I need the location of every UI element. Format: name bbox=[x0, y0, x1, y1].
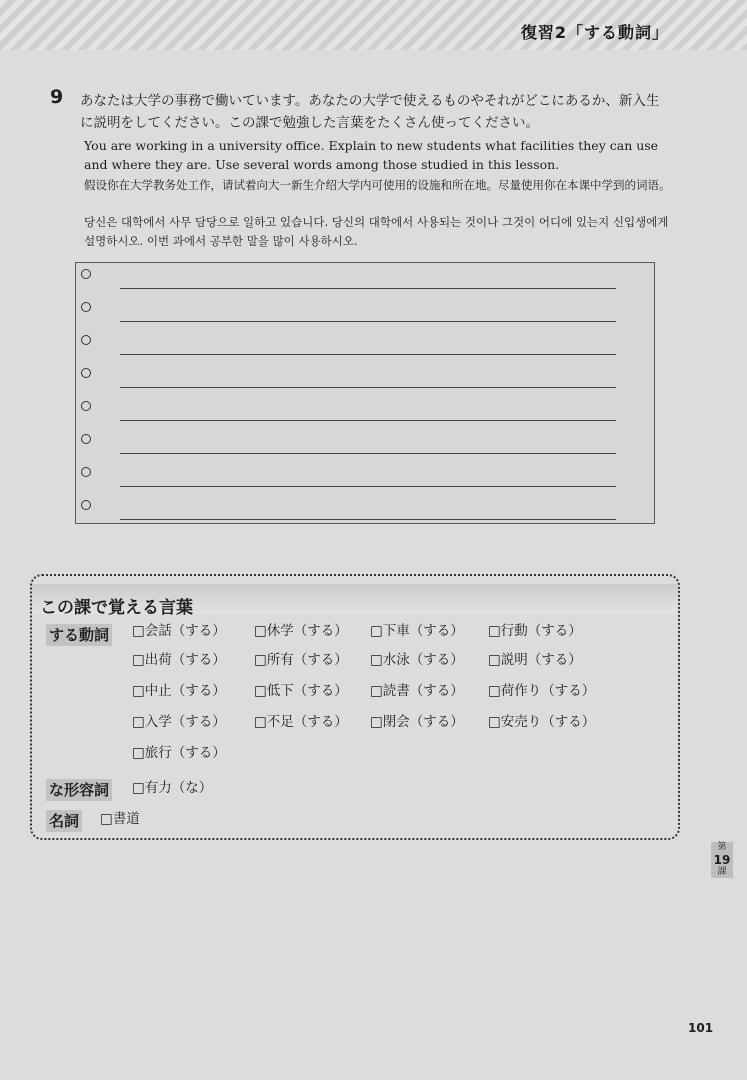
vocab-word: □荷作り（する） bbox=[488, 683, 596, 699]
writing-line bbox=[120, 486, 616, 487]
suru-verb-label: する動詞 bbox=[46, 624, 112, 646]
vocab-word: □低下（する） bbox=[254, 683, 348, 699]
vocab-word: □会話（する） bbox=[132, 623, 226, 639]
writing-row[interactable] bbox=[76, 432, 654, 452]
bullet-circle-icon bbox=[81, 401, 91, 411]
vocab-word: □休学（する） bbox=[254, 623, 348, 639]
writing-row[interactable] bbox=[76, 333, 654, 353]
na-adjective-label: な形容詞 bbox=[46, 779, 112, 801]
vocab-word: □行動（する） bbox=[488, 623, 582, 639]
bullet-circle-icon bbox=[81, 368, 91, 378]
chapter-tab-bottom: 課 bbox=[717, 867, 727, 877]
question-korean: 당신은 대학에서 사무 담당으로 일하고 있습니다. 당신의 대학에서 사용되는 것이나 그것이 어디에 있는지 신입생에게 설명하시오. 이번 과에서 공부한 말을 많이 사용하시오. bbox=[84, 215, 669, 248]
question-chinese: 假设你在大学教务处工作，请试着向大一新生介绍大学内可使用的设施和所在地。尽量使用你在本课中学到的词语。 bbox=[84, 178, 671, 192]
writing-row[interactable] bbox=[76, 300, 654, 320]
vocab-word: □入学（する） bbox=[132, 714, 226, 730]
chapter-tab bbox=[711, 842, 733, 878]
vocab-word: □中止（する） bbox=[132, 683, 226, 699]
chapter-tab-top: 第 bbox=[717, 842, 727, 852]
question-english: You are working in a university office. Explain to new students what facilities they can use and where they are. Use several words among those studied in this lesson. bbox=[84, 138, 659, 172]
vocab-word: □説明（する） bbox=[488, 652, 582, 668]
bullet-circle-icon bbox=[81, 269, 91, 279]
bullet-circle-icon bbox=[81, 434, 91, 444]
writing-line bbox=[120, 519, 616, 520]
writing-line bbox=[120, 453, 616, 454]
writing-line bbox=[120, 321, 616, 322]
page-number: 101 bbox=[688, 1021, 714, 1035]
vocab-word: □所有（する） bbox=[254, 652, 348, 668]
vocab-word: □不足（する） bbox=[254, 714, 348, 730]
vocabulary-title: この課で覚える言葉 bbox=[40, 598, 193, 618]
writing-line bbox=[120, 288, 616, 289]
bullet-circle-icon bbox=[81, 467, 91, 477]
writing-row[interactable] bbox=[76, 498, 654, 518]
noun-label: 名詞 bbox=[46, 810, 82, 832]
writing-line bbox=[120, 354, 616, 355]
writing-row[interactable] bbox=[76, 399, 654, 419]
vocab-word: □出荷（する） bbox=[132, 652, 226, 668]
bullet-circle-icon bbox=[81, 302, 91, 312]
vocab-word: □旅行（する） bbox=[132, 745, 226, 761]
writing-row[interactable] bbox=[76, 366, 654, 386]
writing-line bbox=[120, 387, 616, 388]
answer-writing-box bbox=[75, 262, 655, 524]
vocab-word: □下車（する） bbox=[370, 623, 464, 639]
section-title: 復習2「する動詞」 bbox=[520, 23, 669, 42]
vocab-word: □閉会（する） bbox=[370, 714, 464, 730]
vocab-word: □水泳（する） bbox=[370, 652, 464, 668]
vocab-word: □安売り（する） bbox=[488, 714, 596, 730]
writing-row[interactable] bbox=[76, 267, 654, 287]
question-japanese: あなたは大学の事務で働いています。あなたの大学で使えるものやそれがどこにあるか、新入生に説明をしてください。この課で勉強した言葉をたくさん使ってください。 bbox=[80, 93, 660, 131]
bullet-circle-icon bbox=[81, 500, 91, 510]
vocabulary-box bbox=[30, 574, 680, 840]
bullet-circle-icon bbox=[81, 335, 91, 345]
question-number: 9 bbox=[50, 86, 64, 108]
page-header bbox=[0, 0, 747, 50]
vocab-word: □有力（な） bbox=[132, 780, 213, 796]
chapter-number: 19 bbox=[713, 853, 731, 867]
writing-line bbox=[120, 420, 616, 421]
vocab-word: □読書（する） bbox=[370, 683, 464, 699]
vocab-word: □書道 bbox=[100, 811, 140, 827]
writing-row[interactable] bbox=[76, 465, 654, 485]
